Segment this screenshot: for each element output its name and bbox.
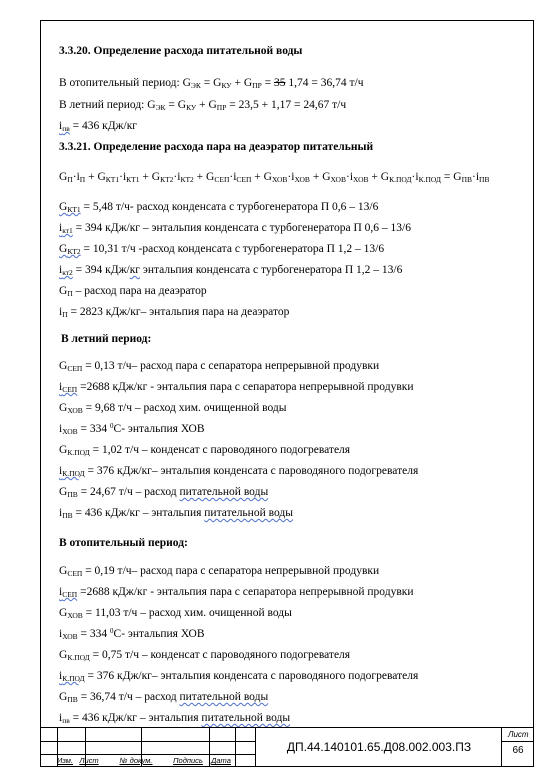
heating-gkpod: $G_{К.ПОД} = 0,75$ т/ч – конденсат с пароводяного подогревателя: [59, 649, 351, 662]
sheet-number: 66: [512, 745, 524, 756]
summer-gkpod: $G_{К.ПОД} = 1,02$ т/ч – конденсат с пароводяного подогревателя: [59, 444, 351, 457]
summer-gsep: $G_{СЕП} = 0,13$ т/ч– расход пара с сепаратора непрерывной продувки: [59, 360, 380, 373]
heating-ikpod: $i_{К.ПОД} = 376$ кДж/кг– энтальпия конденсата с пароводяного подогревателя: [59, 670, 419, 683]
ip-line: $i_П = 2823$ кДж/кг– энтальпия пара на деаэратор: [59, 306, 290, 319]
document-code: ДП.44.140101.65.Д08.002.003.ПЗ: [286, 740, 472, 754]
stamp-label-date: Дата: [211, 756, 231, 765]
summer-period-formula: В летний период: $G_{ЭК} = G_{КУ} + G_{ПР} = 23,5 + 1,17 = 24,67$ т/ч: [59, 99, 347, 112]
summer-period-title: В летний период:: [61, 333, 152, 345]
heating-period-title: В отопительный период:: [59, 537, 188, 549]
deaerator-balance-equation: $G_П\cdot i_П + G_{КТ1}\cdot i_{КТ1} + G_{КТ2}\cdot i_{КТ2} + G_{СЕП}\cdot i_{СЕП} + G_{ХОВ}\cdot i_{ХОВ} + G_{ХОВ}\cdot i_{ХОВ} + G_{К.ПОД}\cdot i_{К.ПОД} = G_{ПВ}\cdot i_{ПВ}$: [59, 171, 490, 184]
stamp-label-signature: Подпись: [173, 756, 203, 765]
summer-ghov: $G_{ХОВ} = 9,68$ т/ч – расход хим. очищенной воды: [59, 402, 287, 415]
summer-isep: $i_{СЕП} =2688$ кДж/кг - энтальпия пара с сепаратора непрерывной продувки: [59, 381, 414, 394]
section-3-3-21-title: 3.3.21. Определение расхода пара на деаэратор питательный: [59, 141, 374, 153]
stamp-label-izm: Изм.: [57, 756, 73, 765]
heating-ipv: $i_{пв} = 436$ кДж/кг – энтальпия питательной воды: [59, 712, 291, 725]
section-3-3-20-title: 3.3.20. Определение расхода питательной воды: [59, 45, 303, 57]
heating-period-formula: В отопительный период: $G_{ЭК} = G_{КУ} + G_{ПР} = 35$ 1,74 = 36,74 т/ч: [59, 77, 364, 90]
summer-ipv: $i_{ПВ} = 436$ кДж/кг – энтальпия питательной воды: [59, 507, 293, 520]
sheet-label: Лист: [508, 730, 529, 739]
stamp-label-doc-number: № докум.: [119, 756, 153, 765]
summer-gpv: $G_{ПВ} = 24,67$ т/ч – расход питательной воды: [59, 486, 269, 499]
summer-ihov: $i_{ХОВ} = 334$ $^0$С- энтальпия ХОВ: [59, 422, 205, 436]
heating-ihov: $i_{ХОВ} = 334$ $^0$С- энтальпия ХОВ: [59, 627, 205, 641]
heating-gsep: $G_{СЕП} = 0,19$ т/ч– расход пара с сепаратора непрерывной продувки: [59, 565, 380, 578]
stamp-label-list: Лист: [79, 756, 99, 765]
heating-gpv: $G_{ПВ} = 36,74$ т/ч – расход питательной воды: [59, 691, 269, 704]
feedwater-enthalpy: $i_{пв} = 436$ кДж/кг: [59, 120, 138, 133]
title-block-stamp: [40, 727, 534, 767]
summer-ikpod: $i_{К.ПОД} = 376$ кДж/кг– энтальпия конденсата с пароводяного подогревателя: [59, 465, 419, 478]
heating-ghov: $G_{ХОВ} = 11,03$ т/ч – расход хим. очищенной воды: [59, 607, 292, 620]
ikt2-line: $i_{кт2} = 394$ кДж/кг энтальпия конденсата с турбогенератора П 1,2 – 13/6: [59, 264, 403, 277]
gkt1-line: $G_{КТ1} = 5,48$ т/ч- расход конденсата с турбогенератора П 0,6 – 13/6: [59, 201, 379, 214]
ikt1-line: $i_{кт1} = 394$ кДж/кг – энтальпия конденсата с турбогенератора П 0,6 – 13/6: [59, 222, 411, 235]
heating-isep: $i_{СЕП} =2688$ кДж/кг - энтальпия пара с сепаратора непрерывной продувки: [59, 586, 414, 599]
gkt2-line: $G_{КТ2} = 10,31$ т/ч -расход конденсата с турбогенератора П 1,2 – 13/6: [59, 243, 385, 256]
gp-line: $G_П$ – расход пара на деаэратор: [59, 285, 207, 298]
